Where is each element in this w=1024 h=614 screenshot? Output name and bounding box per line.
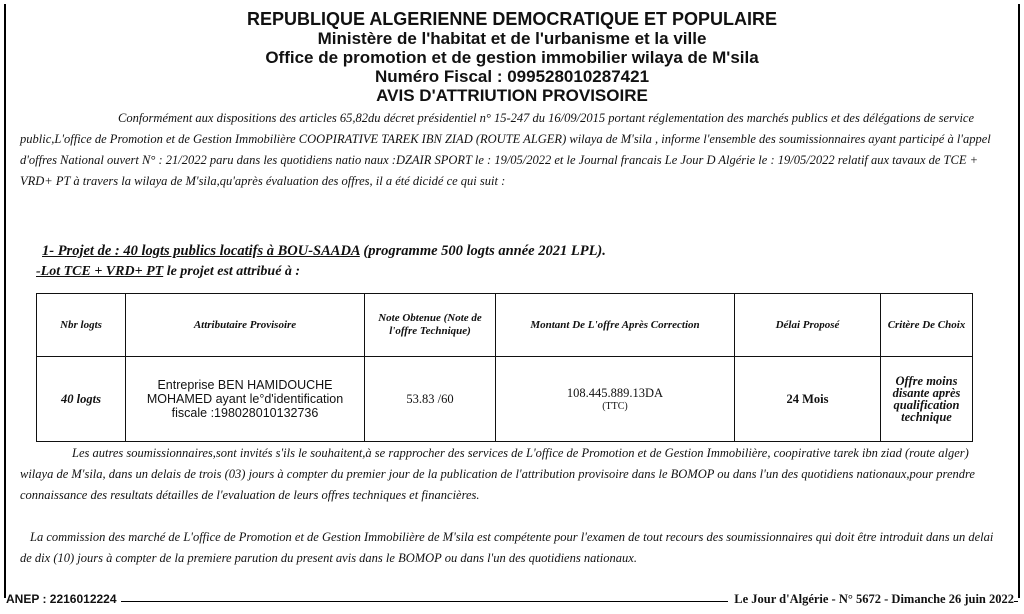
award-table bbox=[36, 293, 973, 442]
anep-reference: ANEP : 2216012224 bbox=[6, 592, 121, 606]
montant-ttc: (TTC) bbox=[602, 401, 628, 412]
montant-value: 108.445.889.13DA bbox=[566, 386, 664, 400]
cell-attributaire: Entreprise BEN HAMIDOUCHE MOHAMED ayant le°d'identification fiscale :198028010132736 bbox=[126, 357, 365, 442]
header-republic: REPUBLIQUE ALGERIENNE DEMOCRATIQUE ET POPULAIRE bbox=[246, 9, 778, 29]
header-ministry: Ministère de l'habitat et de l'urbanisme et la ville bbox=[317, 29, 707, 48]
cell-note: 53.83 /60 bbox=[365, 357, 496, 442]
project-title: 1- Projet de : 40 logts publics locatifs à BOU-SAADA bbox=[42, 243, 360, 259]
header-office: Office de promotion et de gestion immobilier wilaya de M'sila bbox=[265, 48, 759, 67]
cell-nbr-logts: 40 logts bbox=[37, 357, 126, 442]
intro-paragraph: Conformément aux dispositions des articles 65,82du décret présidentiel n° 15-247 du 16/09/2015 portant réglementation des marchés publics et des délégations de service public,L'office de Promotion et de Gestion Immobilière COOPIRATIVE TAREK IBN ZIAD (ROUTE ALGER) wilaya de M'sila , informe l'ensemble des soumissionnaires ayant participé à l'appel d'offres National ouvert N° : 21/2022 paru dans les quotidiens natio naux :DZAIR SPORT le : 19/05/2022 et le Journal francais Le Jour D Algérie le : 19/05/2022 relatif aux tavaux de TCE + VRD+ PT à travers la wilaya de M'sila,qu'après évaluation des offres, il a été dicidé ce qui suit : bbox=[20, 111, 991, 188]
header-notice-title: AVIS D'ATTRIUTION PROVISOIRE bbox=[376, 86, 648, 105]
table-row bbox=[37, 357, 973, 442]
project-program: (programme 500 logts année 2021 LPL). bbox=[363, 243, 606, 259]
col-nbr-logts: Nbr logts bbox=[37, 294, 126, 357]
cell-critere: Offre moins disante après qualification technique bbox=[881, 357, 973, 442]
others-paragraph: Les autres soumissionnaires,sont invités s'ils le souhaitent,à se rapprocher des services de L'office de Promotion et de Gestion Immobilière, coopirative tarek ibn ziad (route alger) wilaya de M'sila, dans un delais de trois (03) jours à compter du premier jour de la publication de l'attribution provisoire dans le BOMOP ou dans l'un des quotidiens nationaux,pour prendre connaissance des resultats détailles de l'evaluation de leurs offres techniques et financières. bbox=[20, 446, 975, 502]
col-note: Note Obtenue (Note de l'offre Technique) bbox=[365, 294, 496, 357]
cell-montant bbox=[496, 357, 735, 442]
header-fiscal-number: Numéro Fiscal : 099528010287421 bbox=[374, 67, 650, 86]
commission-paragraph: La commission des marché de L'office de Promotion et de Gestion Immobilière de M'sila est compétente pour l'examen de tout recours des soumissionnaires qui doit être introduit dans un delai de dix (10) jours à compter de la premiere parution du present avis dans le BOMOP ou dans l'un des quotidiens nationaux. bbox=[20, 530, 994, 565]
col-attributaire: Attributaire Provisoire bbox=[126, 294, 365, 357]
col-critere: Critère De Choix bbox=[881, 294, 973, 357]
lot-label: -Lot TCE + VRD+ PT bbox=[36, 264, 164, 279]
notice-header bbox=[0, 10, 1024, 105]
lot-suffix: le projet est attribué à : bbox=[163, 264, 301, 279]
publication-reference: Le Jour d'Algérie - N° 5672 - Dimanche 26 juin 2022 bbox=[728, 592, 1014, 607]
col-delai: Délai Proposé bbox=[735, 294, 881, 357]
table-header-row bbox=[37, 294, 973, 357]
col-montant: Montant De L'offre Après Correction bbox=[496, 294, 735, 357]
project-line bbox=[42, 243, 606, 260]
footer bbox=[0, 592, 1024, 612]
lot-line bbox=[36, 264, 300, 280]
cell-delai: 24 Mois bbox=[735, 357, 881, 442]
